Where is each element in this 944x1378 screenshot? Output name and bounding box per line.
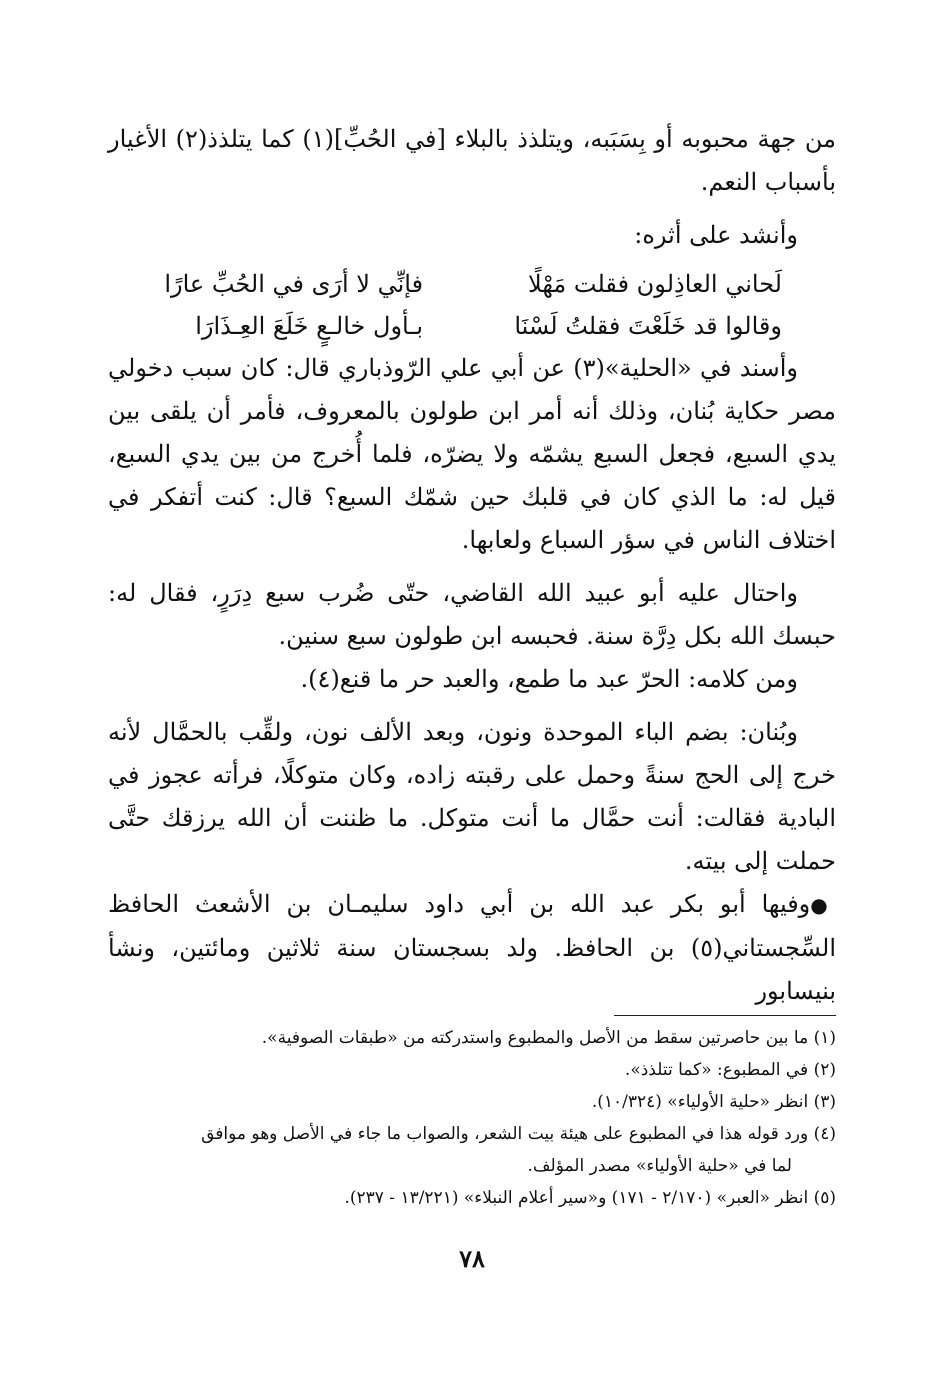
poem <box>108 263 836 347</box>
footnotes <box>112 1022 836 1214</box>
verse-line-2 <box>108 305 836 347</box>
paragraph-3: واحتال عليه أبو عبيد الله القاضي، حتّى ضُرب سبع دِرَرٍ، فقال له: حبسك الله بكل دِرَّة سنة. فحبسه ابن طولون سبع سنين. <box>108 579 836 650</box>
paragraph-6-text: وفيها أبو بكر عبد الله بن أبي داود سليمـان بن الأشعث الحافظ السِّجستاني(٥) بن الحافظ. ولد بسجستان سنة ثلاثين ومائتين، ونشأ بنيسابور <box>108 890 836 1005</box>
footnote-3: (٣) انظر «حلية الأولياء» (١٠/٣٢٤). <box>591 1092 836 1112</box>
paragraph-2: وأسند في «الحلية»(٣) عن أبي علي الرّوذباري قال: كان سبب دخولي مصر حكاية بُنان، وذلك أنه أمر ابن طولون بالمعروف، فأمر أن يلقى بين يدي السبع، فجعل السبع يشمّه ولا يضرّه، فلما أُخرج من بين يدي السبع، قيل له: ما الذي كان في قلبك حين شمّك السبع؟ قال: كنت أتفكر في اختلاف الناس في سؤر السباع ولعابها. <box>108 354 837 554</box>
bullet-marker: ● <box>810 893 836 917</box>
paragraph-6 <box>108 883 836 1013</box>
footnote-1: (١) ما بين حاصرتين سقط من الأصل والمطبوع واستدركته من «طبقات الصوفية». <box>261 1028 836 1048</box>
verse-1-second-hemistich: فإنِّي لا أرَى في الحُبِّ عارًا <box>164 270 424 298</box>
page-number: ٧٨ <box>459 1244 485 1273</box>
verse-1-first-hemistich: لَحاني العاذِلون فقلت مَهْلًا <box>528 270 782 298</box>
footnote-4-continuation: لما في «حلية الأولياء» مصدر المؤلف. <box>527 1156 792 1176</box>
main-text <box>108 118 836 1013</box>
footnote-2: (٢) في المطبوع: «كما تتلذذ». <box>624 1060 836 1080</box>
footnote-4: (٤) ورد قوله هذا في المطبوع على هيئة بيت الشعر، والصواب ما جاء في الأصل وهو موافق <box>201 1124 836 1144</box>
paragraph-1: من جهة محبوبه أو بِسَبَبه، ويتلذذ بالبلاء [في الحُبِّ](١) كما يتلذذ(٢) الأغيار بأسباب النعم. <box>108 125 837 196</box>
paragraph-4: ومن كلامه: الحرّ عبد ما طمع، والعبد حر ما قنع(٤). <box>300 665 798 693</box>
verse-line-1 <box>108 263 836 305</box>
paragraph-5: وبُنان: بضم الباء الموحدة ونون، وبعد الألف نون، ولقِّب بالحمَّال لأنه خرج إلى الحج سنةً وحمل على رقبته زاده، وكان متوكلًا، فرأته عجوز في البادية فقالت: أنت حمَّال ما أنت متوكل. ما ظننت أن الله يرزقك حتَّى حملت إلى بيته. <box>108 718 836 875</box>
footnote-separator <box>614 1015 836 1016</box>
verse-2-first-hemistich: وقالوا قد خَلَعْتَ فقلتُ لَسْنَا <box>514 312 782 340</box>
footnote-5: (٥) انظر «العبر» (٢/١٧٠ - ١٧١) و«سير أعلام النبلاء» (١٣/٢٢١ - ٢٣٧). <box>344 1188 836 1208</box>
verse-2-second-hemistich: بـأول خالـعٍ خَلَعَ العِـذَارَا <box>195 312 424 340</box>
verse-intro: وأنشد على أثره: <box>634 221 798 249</box>
